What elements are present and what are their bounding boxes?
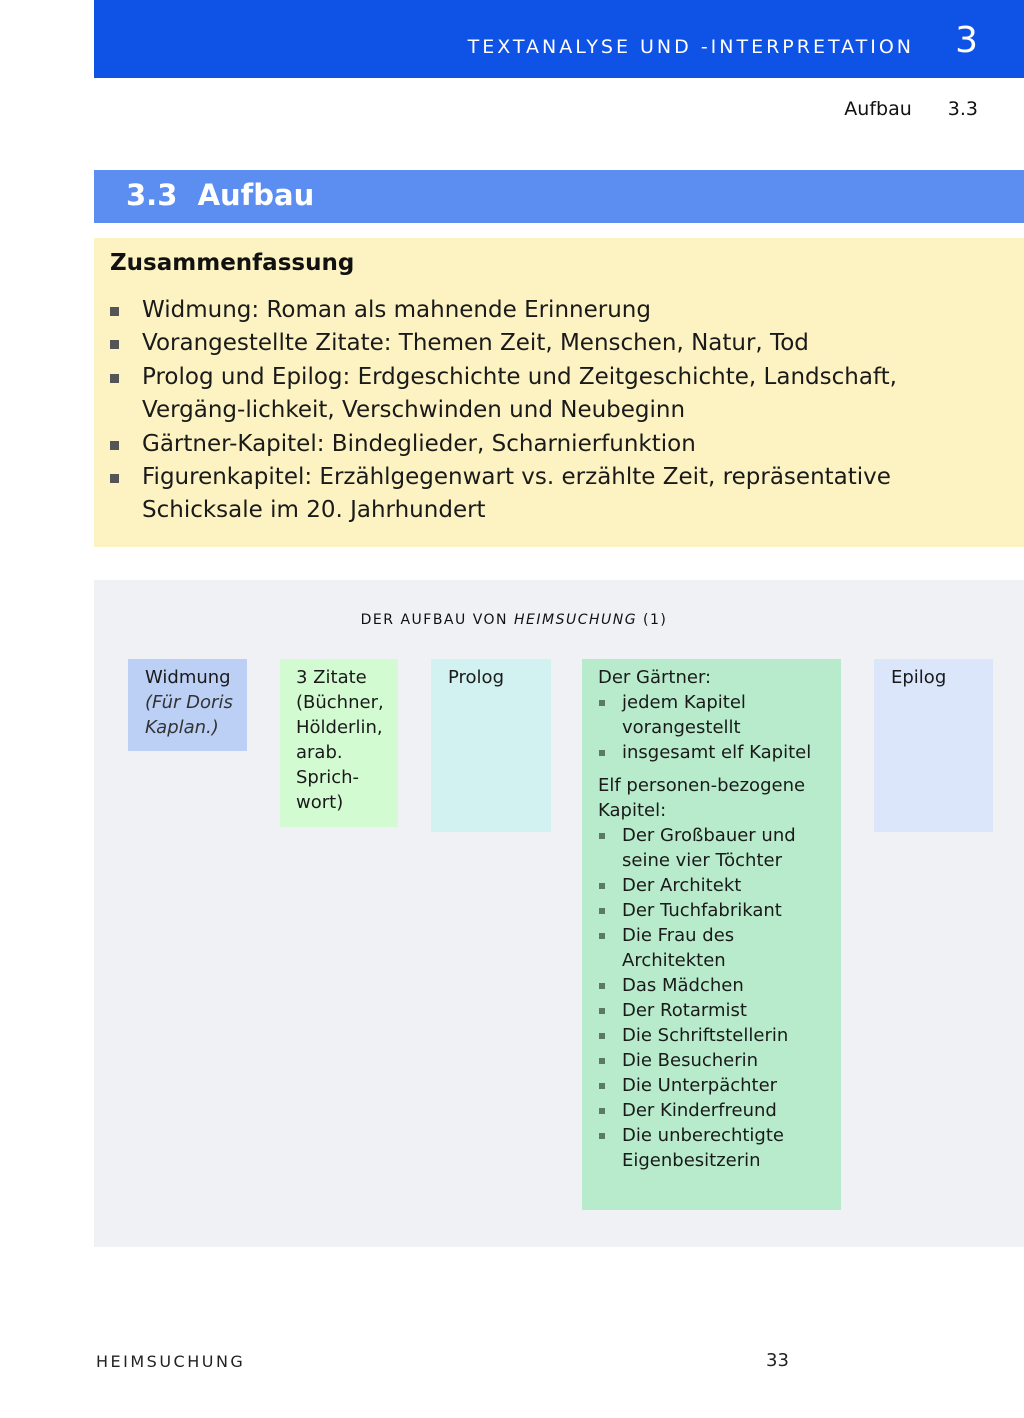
chapter-number: 3 [955,20,978,61]
gaertner-list [598,690,829,765]
epilog-box [874,659,993,832]
summary-item: Gärtner-Kapitel: Bindeglieder, Scharnierfunktion [142,428,992,461]
list-item: Der Tuchfabrikant [598,898,829,923]
list-item: jedem Kapitel vorangestellt [598,690,829,740]
list-item: Die Schriftstellerin [598,1023,829,1048]
list-item: insgesamt elf Kapitel [598,740,829,765]
page-number: 33 [766,1350,789,1371]
list-item: Der Kinderfreund [598,1098,829,1123]
structure-diagram [94,580,1024,1247]
section-title: 3.3 Aufbau [126,178,315,212]
prolog-box [431,659,551,832]
list-item: Der Großbauer und seine vier Töchter [598,823,829,873]
running-title: Aufbau [844,98,912,120]
chapter-title: TEXTANALYSE UND -INTERPRETATION [467,36,914,58]
zitate-box [280,659,398,827]
summary-heading: Zusammenfassung [110,250,355,276]
footer-book-title: HEIMSUCHUNG [96,1352,246,1371]
widmung-box [128,659,247,751]
list-item: Die unberechtigte Eigenbesitzerin [598,1123,829,1173]
widmung-note: (Für Doris Kaplan.) [145,692,233,738]
summary-item: Widmung: Roman als mahnende Erinnerung [142,294,992,327]
chapter-header-band [94,0,1024,78]
running-head [844,98,978,120]
summary-item: Prolog und Epilog: Erdgeschichte und Zeitgeschichte, Landschaft, Vergäng-lichkeit, Verschwinden und Neubeginn [142,361,992,428]
list-item: Der Rotarmist [598,998,829,1023]
prolog-label: Prolog [448,667,504,688]
chapters-subheading: Elf personen-bezogene Kapitel: [598,775,806,821]
widmung-label: Widmung [145,667,231,688]
diagram-title [94,612,934,628]
summary-item: Figurenkapitel: Erzählgegenwart vs. erzählte Zeit, repräsentative Schicksale im 20. Jahrhundert [142,461,992,528]
list-item: Das Mädchen [598,973,829,998]
summary-box [94,238,1024,547]
diagram-title-suffix: (1) [637,612,668,628]
list-item: Der Architekt [598,873,829,898]
summary-list [142,294,992,528]
list-item: Die Besucherin [598,1048,829,1073]
running-section: 3.3 [947,98,978,120]
gaertner-label: Der Gärtner: [598,667,712,688]
diagram-title-prefix: DER AUFBAU VON [360,612,514,628]
epilog-label: Epilog [891,667,947,688]
gaertner-box [582,659,841,1210]
diagram-title-italic: HEIMSUCHUNG [513,612,638,628]
chapters-list [598,823,829,1173]
zitate-text: 3 Zitate (Büchner, Hölderlin, arab. Sprich-wort) [296,667,384,813]
list-item: Die Frau des Architekten [598,923,829,973]
list-item: Die Unterpächter [598,1073,829,1098]
section-band [94,170,1024,223]
summary-item: Vorangestellte Zitate: Themen Zeit, Menschen, Natur, Tod [142,327,992,360]
